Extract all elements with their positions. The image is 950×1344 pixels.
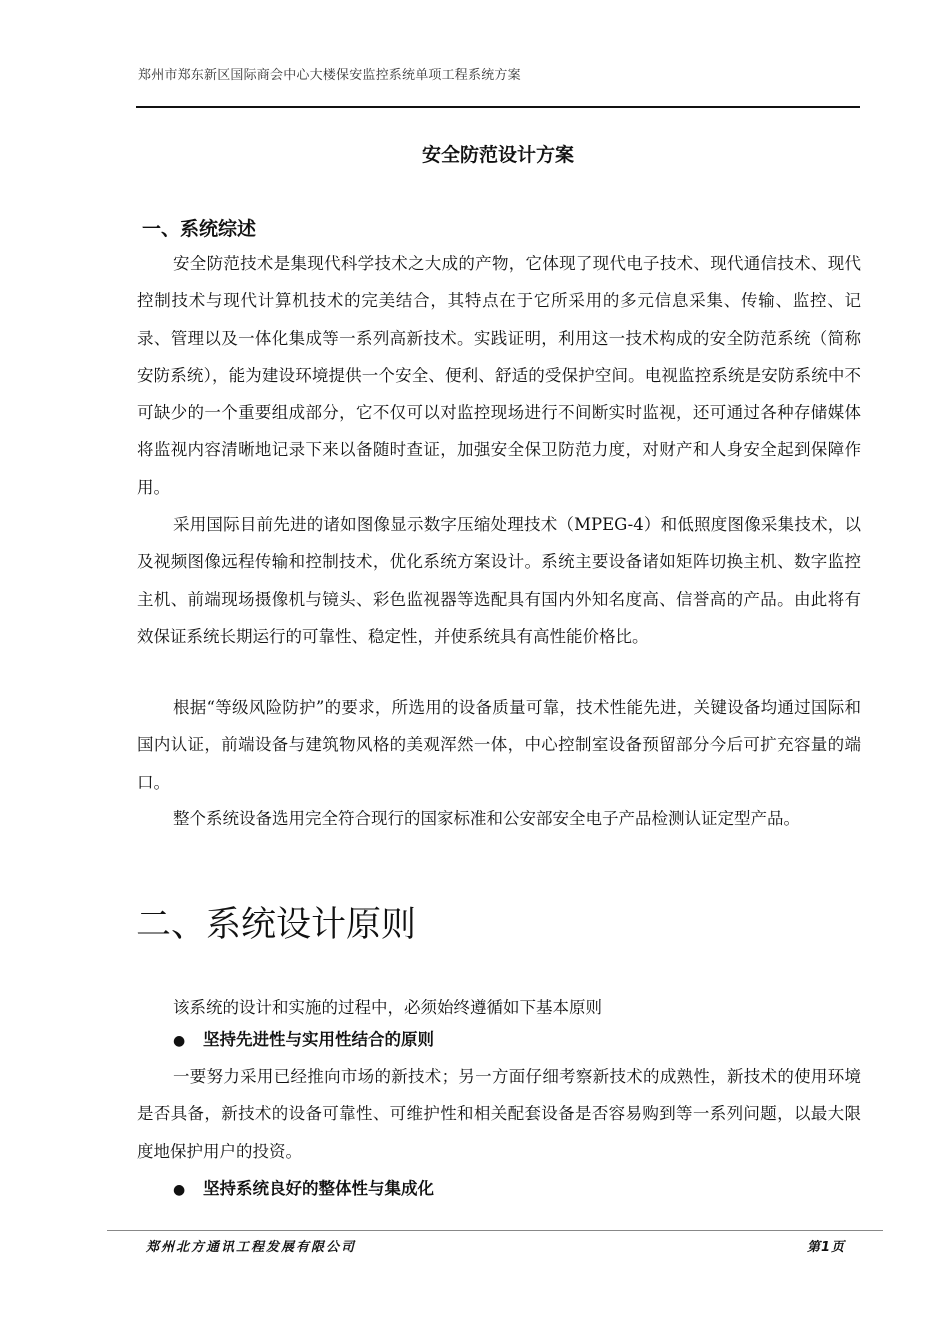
principle-title: 坚持先进性与实用性结合的原则 [203, 1030, 434, 1049]
section-1-heading: 一、系统综述 [142, 218, 257, 240]
section-1-paragraph: 整个系统设备选用完全符合现行的国家标准和公安部安全电子产品检测认证定型产品。 [173, 809, 800, 828]
page-header: 郑州市郑东新区国际商会中心大楼保安监控系统单项工程系统方案 [138, 68, 521, 83]
section-1-paragraph: 采用国际目前先进的诸如图像显示数字压缩处理技术（MPEG-4）和低照度图像采集技术，以及视频图像远程传输和控制技术，优化系统方案设计。系统主要设备诸如矩阵切换主机、数字监控主机、前端现场摄像机与镜头、彩色监视器等选配具有国内外知名度高、信誉高的产品。由此将有效保证系统长期运行的可靠性、稳定性，并使系统具有高性能价格比。 [137, 515, 861, 646]
header-divider [136, 106, 860, 108]
bullet-dot-icon: ● [173, 1033, 186, 1049]
section-1-paragraph: 安全防范技术是集现代科学技术之大成的产物，它体现了现代电子技术、现代通信技术、现代控制技术与现代计算机技术的完美结合，其特点在于它所采用的多元信息采集、传输、监控、记录、管理以及一体化集成等一系列高新技术。实践证明，利用这一技术构成的安全防范系统（简称安防系统），能为建设环境提供一个安全、便利、舒适的受保护空间。电视监控系统是安防系统中不可缺少的一个重要组成部分，它不仅可以对监控现场进行不间断实时监视，还可通过各种存储媒体将监视内容清晰地记录下来以备随时查证，加强安全保卫防范力度，对财产和人身安全起到保障作用。 [137, 254, 861, 497]
principle-bullet [173, 1170, 434, 1209]
section-2-heading: 二、系统设计原则 [136, 905, 417, 945]
document-title: 安全防范设计方案 [421, 144, 574, 166]
section-2-intro: 该系统的设计和实施的过程中，必须始终遵循如下基本原则 [173, 998, 602, 1017]
bullet-dot-icon: ● [173, 1182, 186, 1198]
principle-paragraph: 一要努力采用已经推向市场的新技术；另一方面仔细考察新技术的成熟性，新技术的使用环境是否具备，新技术的设备可靠性、可维护性和相关配套设备是否容易购到等一系列问题，以最大限度地保护用户的投资。 [137, 1067, 861, 1161]
footer-company: 郑州北方通讯工程发展有限公司 [146, 1240, 357, 1255]
principle-title: 坚持系统良好的整体性与集成化 [203, 1179, 434, 1198]
footer-divider [107, 1230, 883, 1231]
section-1-paragraph: 根据“等级风险防护”的要求，所选用的设备质量可靠，技术性能先进，关键设备均通过国际和国内认证，前端设备与建筑物风格的美观浑然一体，中心控制室设备预留部分今后可扩充容量的端口。 [137, 698, 861, 792]
principle-bullet [173, 1021, 434, 1060]
footer-page-number: 第1页 [807, 1240, 846, 1255]
